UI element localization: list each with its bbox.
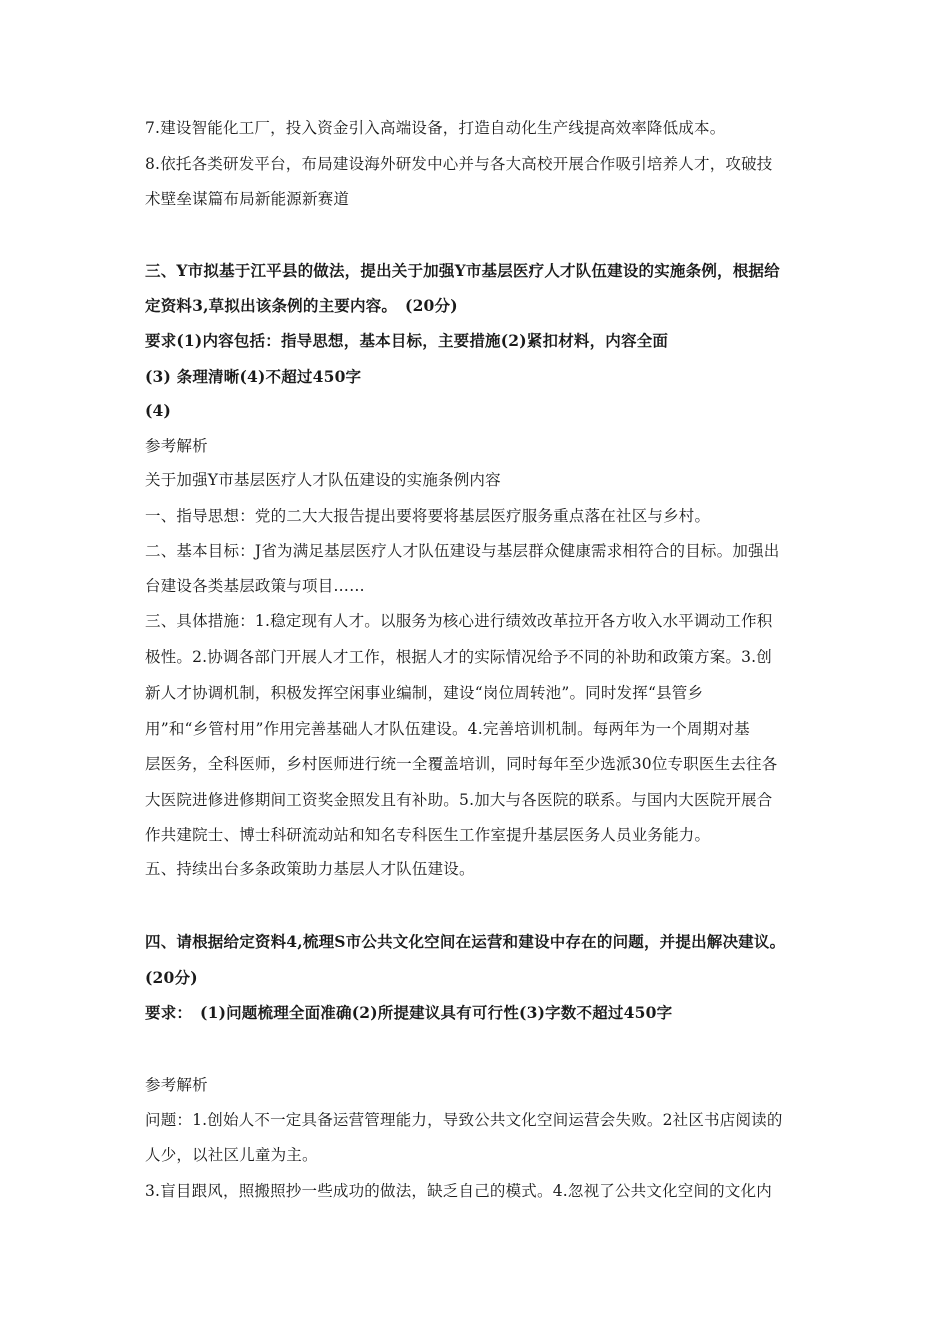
paragraph-line: 三、具体措施：1.稳定现有人才。以服务为核心进行绩效改革拉开各方收入水平调动工作积 xyxy=(145,612,773,630)
paragraph-line: 台建设各类基层政策与项目…… xyxy=(145,577,365,595)
paragraph-line: 人少，以社区儿童为主。 xyxy=(145,1146,318,1164)
paragraph-line: 问题：1.创始人不一定具备运营管理能力，导致公共文化空间运营会失败。2社区书店阅读的 xyxy=(145,1111,783,1129)
section-label: 参考解析 xyxy=(145,437,208,455)
requirements-line: (3) 条理清晰(4)不超过450字 xyxy=(145,367,362,386)
paragraph-line: 术壁垒谋篇布局新能源新赛道 xyxy=(145,190,350,208)
paragraph-line: 大医院进修进修期间工资奖金照发且有补助。5.加大与各医院的联系。与国内大医院开展合 xyxy=(145,791,773,809)
requirements-line: (4) xyxy=(145,401,172,420)
paragraph-line: 二、基本目标：J省为满足基层医疗人才队伍建设与基层群众健康需求相符合的目标。加强出 xyxy=(145,542,780,560)
paragraph-line: 一、指导思想：党的二大大报告提出要将要将基层医疗服务重点落在社区与乡村。 xyxy=(145,507,711,525)
question-heading: 定资料3,草拟出该条例的主要内容。 (20分) xyxy=(145,296,458,315)
question-heading: (20分) xyxy=(145,968,198,987)
paragraph-line: 7.建设智能化工厂，投入资金引入高端设备，打造自动化生产线提高效率降低成本。 xyxy=(145,119,726,137)
paragraph-line: 8.依托各类研发平台，布局建设海外研发中心并与各大高校开展合作吸引培养人才，攻破技 xyxy=(145,155,773,173)
paragraph-line: 3.盲目跟风，照搬照抄一些成功的做法，缺乏自己的模式。4.忽视了公共文化空间的文化内 xyxy=(145,1182,772,1200)
question-heading: 三、Y市拟基于江平县的做法，提出关于加强Y市基层医疗人才队伍建设的实施条例，根据给 xyxy=(145,261,780,280)
requirements-line: 要求(1)内容包括：指导思想，基本目标，主要措施(2)紧扣材料，内容全面 xyxy=(145,331,669,350)
paragraph-line: 作共建院士、博士科研流动站和知名专科医生工作室提升基层医务人员业务能力。 xyxy=(145,826,711,844)
requirements-line: 要求： (1)问题梳理全面准确(2)所提建议具有可行性(3)字数不超过450字 xyxy=(145,1003,673,1022)
section-label: 参考解析 xyxy=(145,1076,208,1094)
paragraph-line: 五、持续出台多条政策助力基层人才队伍建设。 xyxy=(145,860,475,878)
paragraph-line: 层医务，全科医师，乡村医师进行统一全覆盖培训，同时每年至少选派30位专职医生去往各 xyxy=(145,755,778,773)
answer-title: 关于加强Y市基层医疗人才队伍建设的实施条例内容 xyxy=(145,471,501,489)
paragraph-line: 用”和“乡管村用”作用完善基础人才队伍建设。4.完善培训机制。每两年为一个周期对基 xyxy=(145,720,750,738)
question-heading: 四、请根据给定资料4,梳理S市公共文化空间在运营和建设中存在的问题，并提出解决建议。 xyxy=(145,932,786,951)
paragraph-line: 新人才协调机制，积极发挥空闲事业编制，建设“岗位周转池”。同时发挥“县管乡 xyxy=(145,684,704,702)
paragraph-line: 极性。2.协调各部门开展人才工作，根据人才的实际情况给予不同的补助和政策方案。3.创 xyxy=(145,648,772,666)
